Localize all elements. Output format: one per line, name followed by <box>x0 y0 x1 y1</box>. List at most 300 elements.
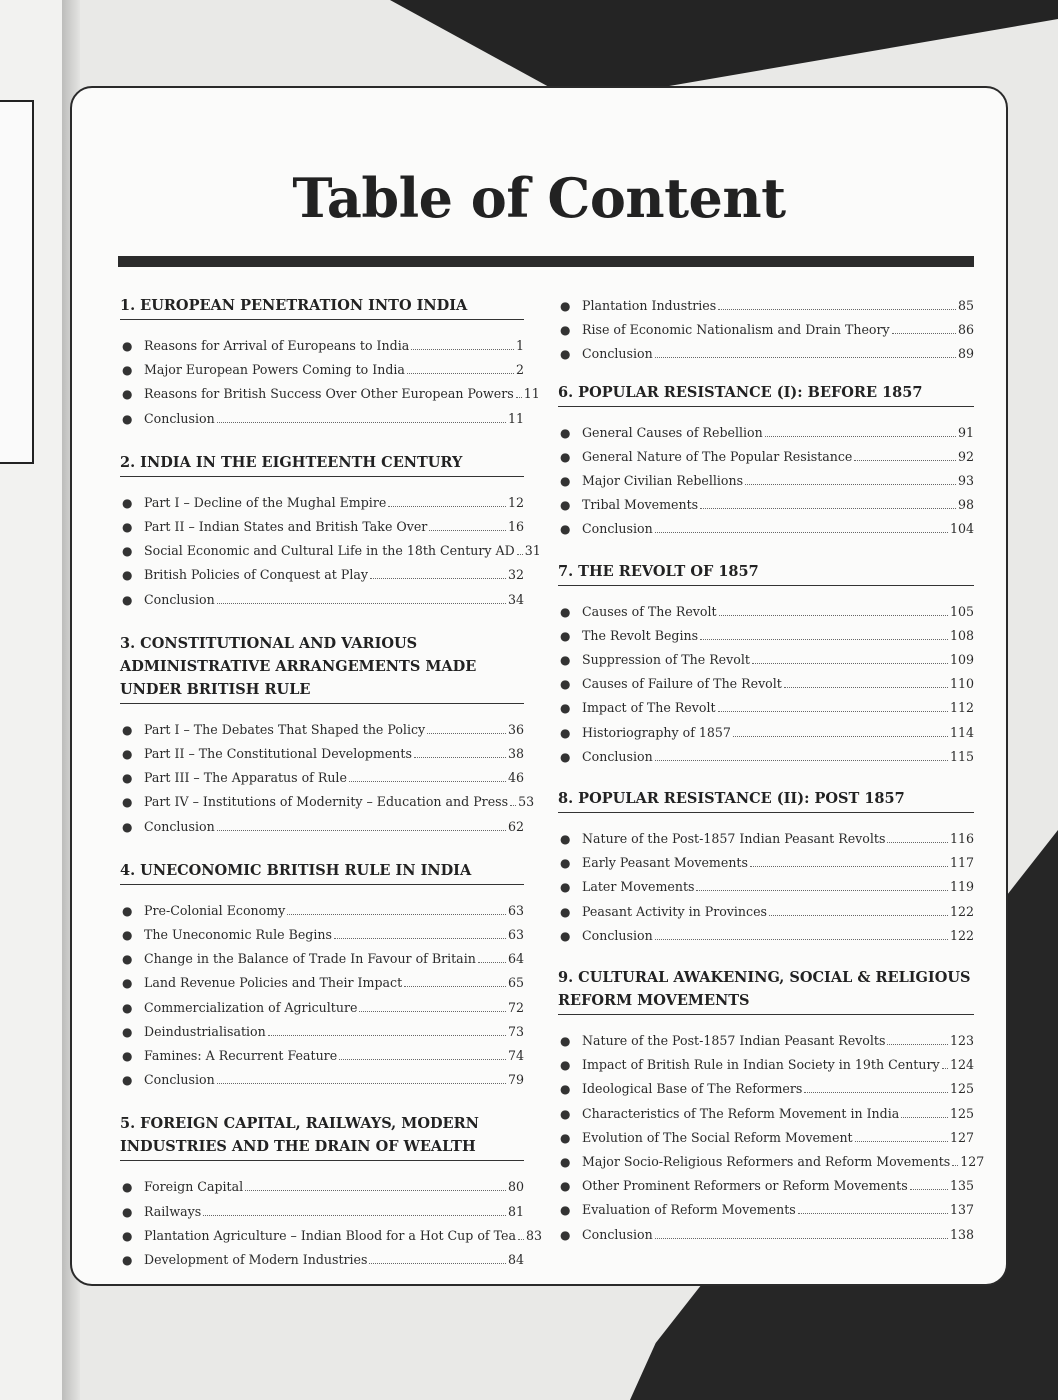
entry-page-number: 110 <box>949 676 974 692</box>
page-tab-marker <box>0 100 34 464</box>
bullet-icon: ● <box>122 387 133 402</box>
toc-entry[interactable] <box>558 1077 974 1101</box>
entry-page-number: 135 <box>949 1178 974 1194</box>
section-item-list <box>120 491 541 612</box>
toc-entry[interactable] <box>120 923 524 947</box>
dot-leader <box>769 915 948 916</box>
toc-card <box>70 86 1008 1286</box>
entry-label: Later Movements <box>582 879 695 895</box>
bullet-icon: ● <box>560 604 571 619</box>
entry-page-number: 115 <box>949 748 974 764</box>
dot-leader <box>217 830 506 831</box>
section-title: 8. POPULAR RESISTANCE (II): POST 1857 <box>558 787 974 813</box>
bullet-icon: ● <box>122 1049 133 1064</box>
toc-entry[interactable] <box>558 1126 974 1150</box>
dot-leader <box>217 603 506 604</box>
entry-label: Nature of the Post-1857 Indian Peasant Revolts <box>582 831 886 847</box>
entry-label: General Nature of The Popular Resistance <box>582 448 853 464</box>
previous-page-edge <box>0 0 63 1400</box>
dot-leader <box>349 781 506 782</box>
bullet-icon: ● <box>560 1155 571 1170</box>
toc-section <box>558 787 974 948</box>
dot-leader <box>287 914 506 915</box>
bullet-icon: ● <box>122 339 133 353</box>
dot-leader <box>887 1044 948 1045</box>
entry-label: Reasons for British Success Over Other European Powers <box>144 386 514 402</box>
toc-entry[interactable] <box>120 947 524 971</box>
entry-label: Major Civilian Rebellions <box>582 473 744 489</box>
entry-label: Conclusion <box>144 1072 215 1088</box>
toc-entry[interactable] <box>120 1248 524 1272</box>
entry-label: Social Economic and Cultural Life in the 18th Century AD <box>144 543 515 559</box>
bullet-icon: ● <box>560 749 571 764</box>
entry-page-number: 81 <box>507 1203 524 1219</box>
dot-leader <box>339 1059 506 1060</box>
entry-label: Commercialization of Agriculture <box>144 999 358 1015</box>
toc-entry[interactable] <box>558 1198 974 1222</box>
dot-leader <box>518 1239 524 1240</box>
section-title: 1. EUROPEAN PENETRATION INTO INDIA <box>120 294 524 320</box>
dot-leader <box>745 484 956 485</box>
entry-label: Causes of The Revolt <box>582 603 717 619</box>
entry-label: Tribal Movements <box>582 497 699 513</box>
entry-label: Pre-Colonial Economy <box>144 902 286 918</box>
entry-page-number: 137 <box>949 1202 974 1218</box>
toc-entry[interactable] <box>120 1044 524 1068</box>
page-title: Table of Content <box>292 166 786 230</box>
entry-label: Plantation Agriculture – Indian Blood for a Hot Cup of Tea <box>144 1227 516 1243</box>
dot-leader <box>765 436 956 437</box>
toc-entry[interactable] <box>558 421 974 445</box>
entry-page-number: 16 <box>507 519 524 535</box>
entry-page-number: 74 <box>507 1048 524 1064</box>
toc-entry[interactable] <box>558 600 974 624</box>
entry-label: Part II – The Constitutional Developments <box>144 746 412 762</box>
dot-leader <box>784 687 948 688</box>
toc-entry[interactable] <box>120 899 524 923</box>
toc-section <box>558 294 974 367</box>
toc-right-column <box>558 294 985 1247</box>
toc-entry[interactable] <box>120 1068 524 1092</box>
bullet-icon: ● <box>560 498 571 513</box>
toc-entry[interactable] <box>120 815 524 839</box>
entry-label: Early Peasant Movements <box>582 855 748 871</box>
toc-entry[interactable] <box>558 517 974 541</box>
entry-page-number: 11 <box>507 410 524 426</box>
bullet-icon: ● <box>560 928 571 943</box>
bullet-icon: ● <box>560 904 571 919</box>
entry-page-number: 36 <box>507 721 524 737</box>
entry-label: The Uneconomic Rule Begins <box>144 927 332 943</box>
entry-page-number: 105 <box>949 603 974 619</box>
entry-label: Evaluation of Reform Movements <box>582 1202 796 1218</box>
dot-leader <box>203 1215 506 1216</box>
dot-leader <box>892 333 956 334</box>
toc-entry[interactable] <box>558 1150 985 1174</box>
section-item-list <box>558 1029 985 1247</box>
entry-label: Ideological Base of The Reformers <box>582 1081 803 1097</box>
section-title: 5. FOREIGN CAPITAL, RAILWAYS, MODERN INDUSTRIES AND THE DRAIN OF WEALTH <box>120 1112 524 1161</box>
entry-label: Evolution of The Social Reform Movement <box>582 1129 853 1145</box>
entry-page-number: 11 <box>523 386 540 402</box>
toc-entry[interactable] <box>558 469 974 493</box>
entry-page-number: 93 <box>957 473 974 489</box>
toc-entry[interactable] <box>558 1053 974 1077</box>
entry-label: Conclusion <box>144 818 215 834</box>
bullet-icon: ● <box>560 1179 571 1194</box>
section-item-list <box>120 899 524 1093</box>
dot-leader <box>655 357 956 358</box>
entry-label: Major European Powers Coming to India <box>144 362 405 378</box>
entry-page-number: 108 <box>949 627 974 643</box>
toc-entry[interactable] <box>120 1020 524 1044</box>
entry-label: Part I – The Debates That Shaped the Policy <box>144 721 426 737</box>
dot-leader <box>804 1092 948 1093</box>
entry-page-number: 53 <box>518 794 535 810</box>
section-title: 6. POPULAR RESISTANCE (I): BEFORE 1857 <box>558 381 974 407</box>
bullet-icon: ● <box>560 1082 571 1097</box>
bullet-icon: ● <box>560 299 571 313</box>
entry-page-number: 109 <box>949 652 974 668</box>
toc-entry[interactable] <box>558 1102 974 1126</box>
entry-label: Impact of The Revolt <box>582 700 716 716</box>
toc-entry[interactable] <box>120 718 524 742</box>
entry-label: Part I – Decline of the Mughal Empire <box>144 494 387 510</box>
entry-page-number: 1 <box>515 338 524 353</box>
entry-label: Development of Modern Industries <box>144 1252 368 1268</box>
toc-entry[interactable] <box>120 742 524 766</box>
entry-label: Reasons for Arrival of Europeans to India <box>144 338 410 353</box>
bullet-icon: ● <box>560 1227 571 1242</box>
entry-label: Conclusion <box>582 927 653 943</box>
entry-page-number: 86 <box>957 322 974 338</box>
toc-entry[interactable] <box>120 334 524 358</box>
entry-page-number: 63 <box>507 927 524 943</box>
toc-entry[interactable] <box>558 696 974 720</box>
bullet-icon: ● <box>122 819 133 834</box>
toc-entry[interactable] <box>120 358 524 382</box>
dot-leader <box>516 397 522 398</box>
dot-leader <box>655 760 948 761</box>
entry-page-number: 83 <box>525 1227 543 1243</box>
entry-page-number: 127 <box>949 1129 974 1145</box>
dot-leader <box>733 736 948 737</box>
bullet-icon: ● <box>122 411 133 426</box>
toc-entry[interactable] <box>120 790 535 814</box>
section-item-list <box>120 1175 543 1272</box>
entry-page-number: 85 <box>957 298 974 313</box>
entry-label: Characteristics of The Reform Movement in India <box>582 1105 900 1121</box>
toc-entry[interactable] <box>558 493 974 517</box>
entry-label: Part IV – Institutions of Modernity – Education and Press <box>144 794 509 810</box>
section-title: 7. THE REVOLT OF 1857 <box>558 560 974 586</box>
entry-label: Historiography of 1857 <box>582 724 731 740</box>
bullet-icon: ● <box>122 520 133 535</box>
entry-page-number: 117 <box>949 855 974 871</box>
toc-entry[interactable] <box>558 875 974 899</box>
entry-page-number: 32 <box>507 567 524 583</box>
dot-leader <box>388 506 506 507</box>
dot-leader <box>517 554 523 555</box>
dot-leader <box>359 1011 506 1012</box>
dot-leader <box>700 508 956 509</box>
bullet-icon: ● <box>560 856 571 871</box>
entry-label: Famines: A Recurrent Feature <box>144 1048 338 1064</box>
bullet-icon: ● <box>122 1000 133 1015</box>
bullet-icon: ● <box>560 522 571 537</box>
entry-label: Conclusion <box>582 1226 653 1242</box>
bullet-icon: ● <box>122 771 133 786</box>
entry-page-number: 64 <box>507 951 524 967</box>
toc-entry[interactable] <box>558 745 974 769</box>
entry-label: Part II – Indian States and British Take Over <box>144 519 428 535</box>
entry-page-number: 72 <box>507 999 524 1015</box>
dot-leader <box>245 1190 506 1191</box>
bullet-icon: ● <box>122 928 133 943</box>
dot-leader <box>910 1189 948 1190</box>
toc-entry[interactable] <box>558 445 974 469</box>
entry-label: Foreign Capital <box>144 1179 244 1195</box>
entry-label: Rise of Economic Nationalism and Drain Theory <box>582 322 890 338</box>
entry-label: Conclusion <box>582 748 653 764</box>
toc-entry[interactable] <box>120 971 524 995</box>
bullet-icon: ● <box>560 1034 571 1049</box>
entry-page-number: 62 <box>507 818 524 834</box>
toc-entry[interactable] <box>120 1224 543 1248</box>
title-underline-bar <box>118 256 974 267</box>
entry-page-number: 63 <box>507 902 524 918</box>
toc-entry[interactable] <box>558 342 974 366</box>
toc-entry[interactable] <box>558 1029 974 1053</box>
entry-page-number: 127 <box>960 1154 985 1170</box>
entry-label: The Revolt Begins <box>582 627 699 643</box>
dot-leader <box>798 1213 948 1214</box>
section-item-list <box>558 294 974 367</box>
toc-entry[interactable] <box>120 515 524 539</box>
dot-leader <box>718 309 956 310</box>
section-item-list <box>558 421 974 542</box>
dot-leader <box>901 1117 948 1118</box>
dot-leader <box>952 1165 958 1166</box>
toc-entry[interactable] <box>558 624 974 648</box>
dot-leader <box>429 530 506 531</box>
toc-section <box>120 632 535 839</box>
bullet-icon: ● <box>122 1204 133 1219</box>
dot-leader <box>217 422 506 423</box>
bullet-icon: ● <box>122 1024 133 1039</box>
entry-label: British Policies of Conquest at Play <box>144 567 368 583</box>
section-item-list <box>120 334 540 431</box>
entry-label: Change in the Balance of Trade In Favour of Britain <box>144 951 476 967</box>
bullet-icon: ● <box>560 323 571 338</box>
toc-entry[interactable] <box>558 1223 974 1247</box>
entry-label: Land Revenue Policies and Their Impact <box>144 975 403 991</box>
entry-label: General Causes of Rebellion <box>582 424 763 440</box>
entry-label: Nature of the Post-1857 Indian Peasant Revolts <box>582 1033 886 1049</box>
bullet-icon: ● <box>560 1058 571 1073</box>
section-title: 4. UNECONOMIC BRITISH RULE IN INDIA <box>120 859 524 885</box>
entry-page-number: 125 <box>949 1105 974 1121</box>
bullet-icon: ● <box>560 347 571 362</box>
entry-page-number: 38 <box>507 746 524 762</box>
dot-leader <box>719 615 948 616</box>
bullet-icon: ● <box>122 1228 133 1243</box>
dot-leader <box>750 866 948 867</box>
bullet-icon: ● <box>560 1203 571 1218</box>
bullet-icon: ● <box>560 677 571 692</box>
entry-page-number: 116 <box>949 831 974 847</box>
bullet-icon: ● <box>560 628 571 643</box>
entry-label: Conclusion <box>144 591 215 607</box>
entry-page-number: 114 <box>949 724 974 740</box>
toc-entry[interactable] <box>558 294 974 318</box>
dot-leader <box>370 578 506 579</box>
entry-label: Plantation Industries <box>582 298 717 313</box>
section-item-list <box>558 600 974 769</box>
bullet-icon: ● <box>122 747 133 762</box>
toc-entry[interactable] <box>558 318 974 342</box>
entry-page-number: 104 <box>949 521 974 537</box>
bullet-icon: ● <box>122 903 133 918</box>
toc-entry[interactable] <box>120 563 524 587</box>
bullet-icon: ● <box>122 1073 133 1088</box>
dot-leader <box>478 962 506 963</box>
entry-page-number: 124 <box>949 1057 974 1073</box>
bullet-icon: ● <box>122 1180 133 1195</box>
entry-page-number: 46 <box>507 770 524 786</box>
toc-entry[interactable] <box>120 539 541 563</box>
entry-page-number: 98 <box>957 497 974 513</box>
toc-entry[interactable] <box>120 382 540 406</box>
entry-page-number: 138 <box>949 1226 974 1242</box>
toc-entry[interactable] <box>120 996 524 1020</box>
entry-label: Conclusion <box>144 410 215 426</box>
dot-leader <box>752 663 948 664</box>
entry-page-number: 89 <box>957 346 974 362</box>
dot-leader <box>718 711 948 712</box>
entry-page-number: 80 <box>507 1179 524 1195</box>
toc-entry[interactable] <box>558 851 974 875</box>
dot-leader <box>510 805 516 806</box>
entry-label: Impact of British Rule in Indian Society in 19th Century <box>582 1057 940 1073</box>
dark-corner-decoration-top <box>390 0 1058 95</box>
dot-leader <box>334 938 506 939</box>
dot-leader <box>854 460 956 461</box>
entry-page-number: 119 <box>949 879 974 895</box>
bullet-icon: ● <box>560 880 571 895</box>
toc-entry[interactable] <box>120 588 524 612</box>
section-title: 9. CULTURAL AWAKENING, SOCIAL & RELIGIOUS REFORM MOVEMENTS <box>558 966 974 1015</box>
entry-page-number: 122 <box>949 927 974 943</box>
dot-leader <box>655 1238 948 1239</box>
entry-page-number: 2 <box>515 362 524 378</box>
bullet-icon: ● <box>122 795 133 810</box>
entry-page-number: 34 <box>507 591 524 607</box>
dot-leader <box>414 757 506 758</box>
bullet-icon: ● <box>122 952 133 967</box>
bullet-icon: ● <box>560 725 571 740</box>
toc-entry[interactable] <box>120 1175 524 1199</box>
entry-page-number: 84 <box>507 1252 524 1268</box>
bullet-icon: ● <box>560 1130 571 1145</box>
toc-entry[interactable] <box>558 827 974 851</box>
section-title: 2. INDIA IN THE EIGHTEENTH CENTURY <box>120 451 524 477</box>
dot-leader <box>655 532 948 533</box>
dot-leader <box>887 842 948 843</box>
bullet-icon: ● <box>560 1106 571 1121</box>
toc-entry[interactable] <box>120 1200 524 1224</box>
entry-label: Conclusion <box>582 521 653 537</box>
toc-entry[interactable] <box>558 900 974 924</box>
toc-entry[interactable] <box>558 721 974 745</box>
toc-section <box>120 451 541 612</box>
dot-leader <box>217 1083 506 1084</box>
bullet-icon: ● <box>560 425 571 440</box>
toc-entry[interactable] <box>558 648 974 672</box>
bullet-icon: ● <box>560 832 571 847</box>
bullet-icon: ● <box>122 495 133 510</box>
dot-leader <box>268 1035 506 1036</box>
toc-entry[interactable] <box>120 491 524 515</box>
entry-label: Suppression of The Revolt <box>582 652 750 668</box>
toc-entry[interactable] <box>558 672 974 696</box>
bullet-icon: ● <box>560 653 571 668</box>
entry-page-number: 112 <box>949 700 974 716</box>
toc-section <box>120 294 540 431</box>
dot-leader <box>700 639 948 640</box>
section-item-list <box>558 827 974 948</box>
dot-leader <box>655 939 948 940</box>
dot-leader <box>369 1263 505 1264</box>
toc-section <box>558 560 974 769</box>
entry-page-number: 92 <box>957 448 974 464</box>
dot-leader <box>411 349 514 350</box>
bullet-icon: ● <box>122 544 133 559</box>
entry-label: Deindustrialisation <box>144 1023 266 1039</box>
dot-leader <box>942 1068 948 1069</box>
bullet-icon: ● <box>122 722 133 737</box>
entry-page-number: 125 <box>949 1081 974 1097</box>
entry-label: Causes of Failure of The Revolt <box>582 676 782 692</box>
toc-section <box>558 966 985 1247</box>
entry-label: Peasant Activity in Provinces <box>582 903 768 919</box>
entry-page-number: 65 <box>507 975 524 991</box>
toc-section <box>558 381 974 542</box>
toc-entry[interactable] <box>558 1174 974 1198</box>
bullet-icon: ● <box>560 701 571 716</box>
bullet-icon: ● <box>122 363 133 378</box>
toc-entry[interactable] <box>120 766 524 790</box>
entry-page-number: 12 <box>507 494 524 510</box>
section-item-list <box>120 718 535 839</box>
entry-page-number: 73 <box>507 1023 524 1039</box>
toc-left-column <box>120 294 543 1272</box>
toc-entry[interactable] <box>558 924 974 948</box>
bullet-icon: ● <box>122 976 133 991</box>
bullet-icon: ● <box>560 474 571 489</box>
entry-label: Conclusion <box>582 346 653 362</box>
bullet-icon: ● <box>122 1253 133 1268</box>
toc-section <box>120 859 524 1093</box>
bullet-icon: ● <box>122 568 133 583</box>
toc-entry[interactable] <box>120 407 524 431</box>
entry-label: Railways <box>144 1203 202 1219</box>
entry-label: Part III – The Apparatus of Rule <box>144 770 347 786</box>
toc-section <box>120 1112 543 1272</box>
entry-label: Major Socio-Religious Reformers and Reform Movements <box>582 1154 951 1170</box>
dot-leader <box>407 373 514 374</box>
dot-leader <box>696 890 947 891</box>
